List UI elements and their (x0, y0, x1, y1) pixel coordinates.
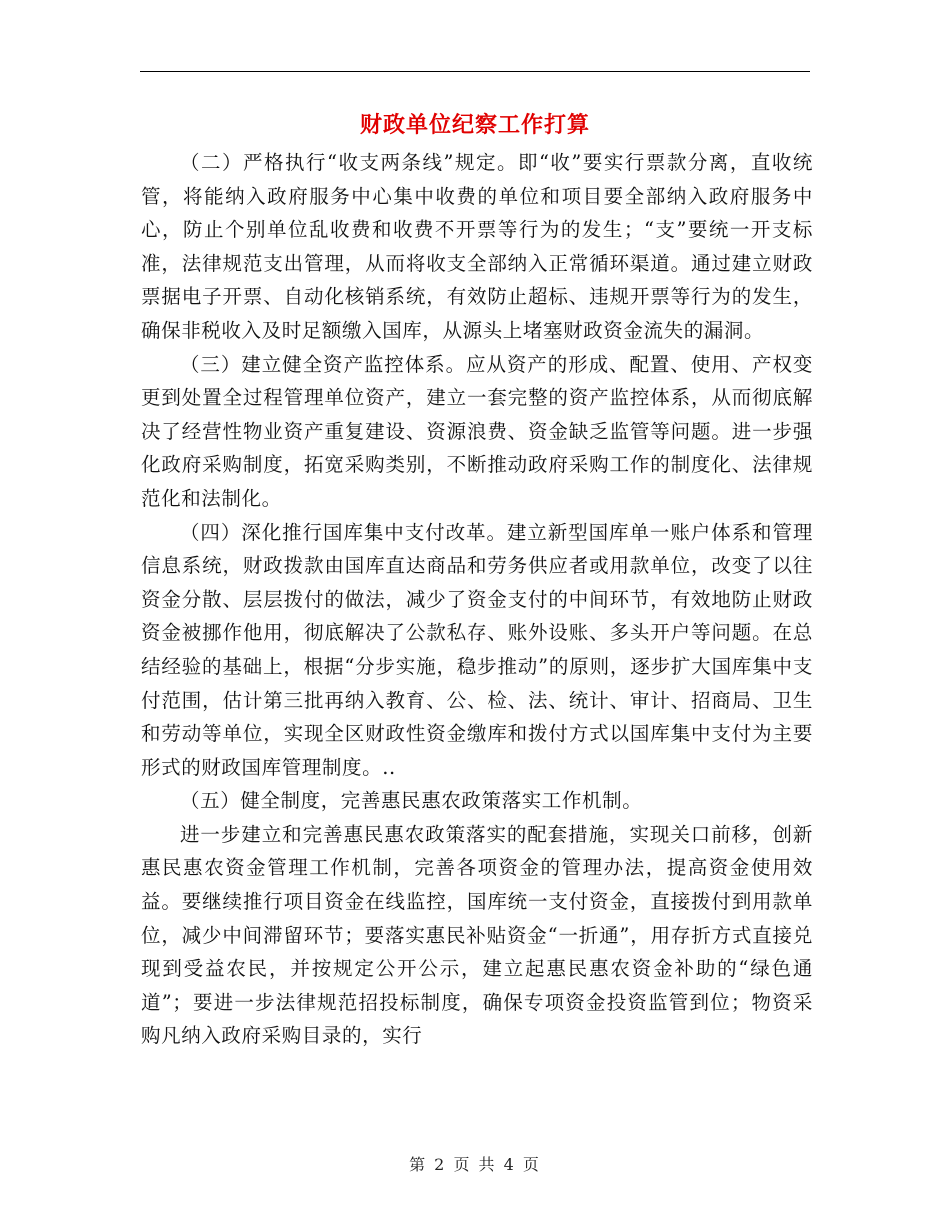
header-rule (140, 71, 810, 72)
paragraph-5-heading: （五）健全制度，完善惠民惠农政策落实工作机制。 (180, 789, 643, 813)
document-title: 财政单位纪察工作打算 (359, 113, 590, 138)
paragraph-5-body: 进一步建立和完善惠民惠农政策落实的配套措施，实现关口前移，创新惠民惠农资金管理工作机制，完善各项资金的管理办法，提高资金使用效益。要继续推行项目资金在线监控，国库统一支付资金，直接拨付到用款单位，减少中间滞留环节；要落实惠民补贴资金“一折通”，用存折方式直接兑现到受益农民，并按规定公开公示，建立起惠民惠农资金补助的“绿色通道”；要进一步法律规范招投标制度，确保专项资金投资监管到位；物资采购凡纳入政府采购目录的，实行 (141, 822, 813, 1048)
paragraph-2: （二）严格执行“收支两条线”规定。即“收”要实行票款分离，直收统管，将能纳入政府服务中心集中收费的单位和项目要全部纳入政府服务中心，防止个别单位乱收费和收费不开票等行为的发生；“支”要统一开支标准，法律规范支出管理，从而将收支全部纳入正常循环渠道。通过建立财政票据电子开票、自动化核销系统，有效防止超标、违规开票等行为的发生，确保非税收入及时足额缴入国库，从源头上堵塞财政资金流失的漏洞。 (141, 151, 813, 342)
paragraph-3: （三）建立健全资产监控体系。应从资产的形成、配置、使用、产权变更到处置全过程管理单位资产，建立一套完整的资产监控体系，从而彻底解决了经营性物业资产重复建设、资源浪费、资金缺乏监管等问题。进一步强化政府采购制度，拓宽采购类别，不断推动政府采购工作的制度化、法律规范化和法制化。 (141, 352, 813, 510)
page-number-footer: 第 2 页 共 4 页 (409, 1155, 541, 1174)
paragraph-4: （四）深化推行国库集中支付改革。建立新型国库单一账户体系和管理信息系统，财政拨款由国库直达商品和劳务供应者或用款单位，改变了以往资金分散、层层拨付的做法，减少了资金支付的中间环节，有效地防止财政资金被挪作他用，彻底解决了公款私存、账外设账、多头开户等问题。在总结经验的基础上，根据“分步实施，稳步推动”的原则，逐步扩大国库集中支付范围，估计第三批再纳入教育、公、检、法、统计、审计、招商局、卫生和劳动等单位，实现全区财政性资金缴库和拨付方式以国库集中支付为主要形式的财政国库管理制度。.. (141, 520, 813, 779)
document-body (141, 146, 813, 1053)
